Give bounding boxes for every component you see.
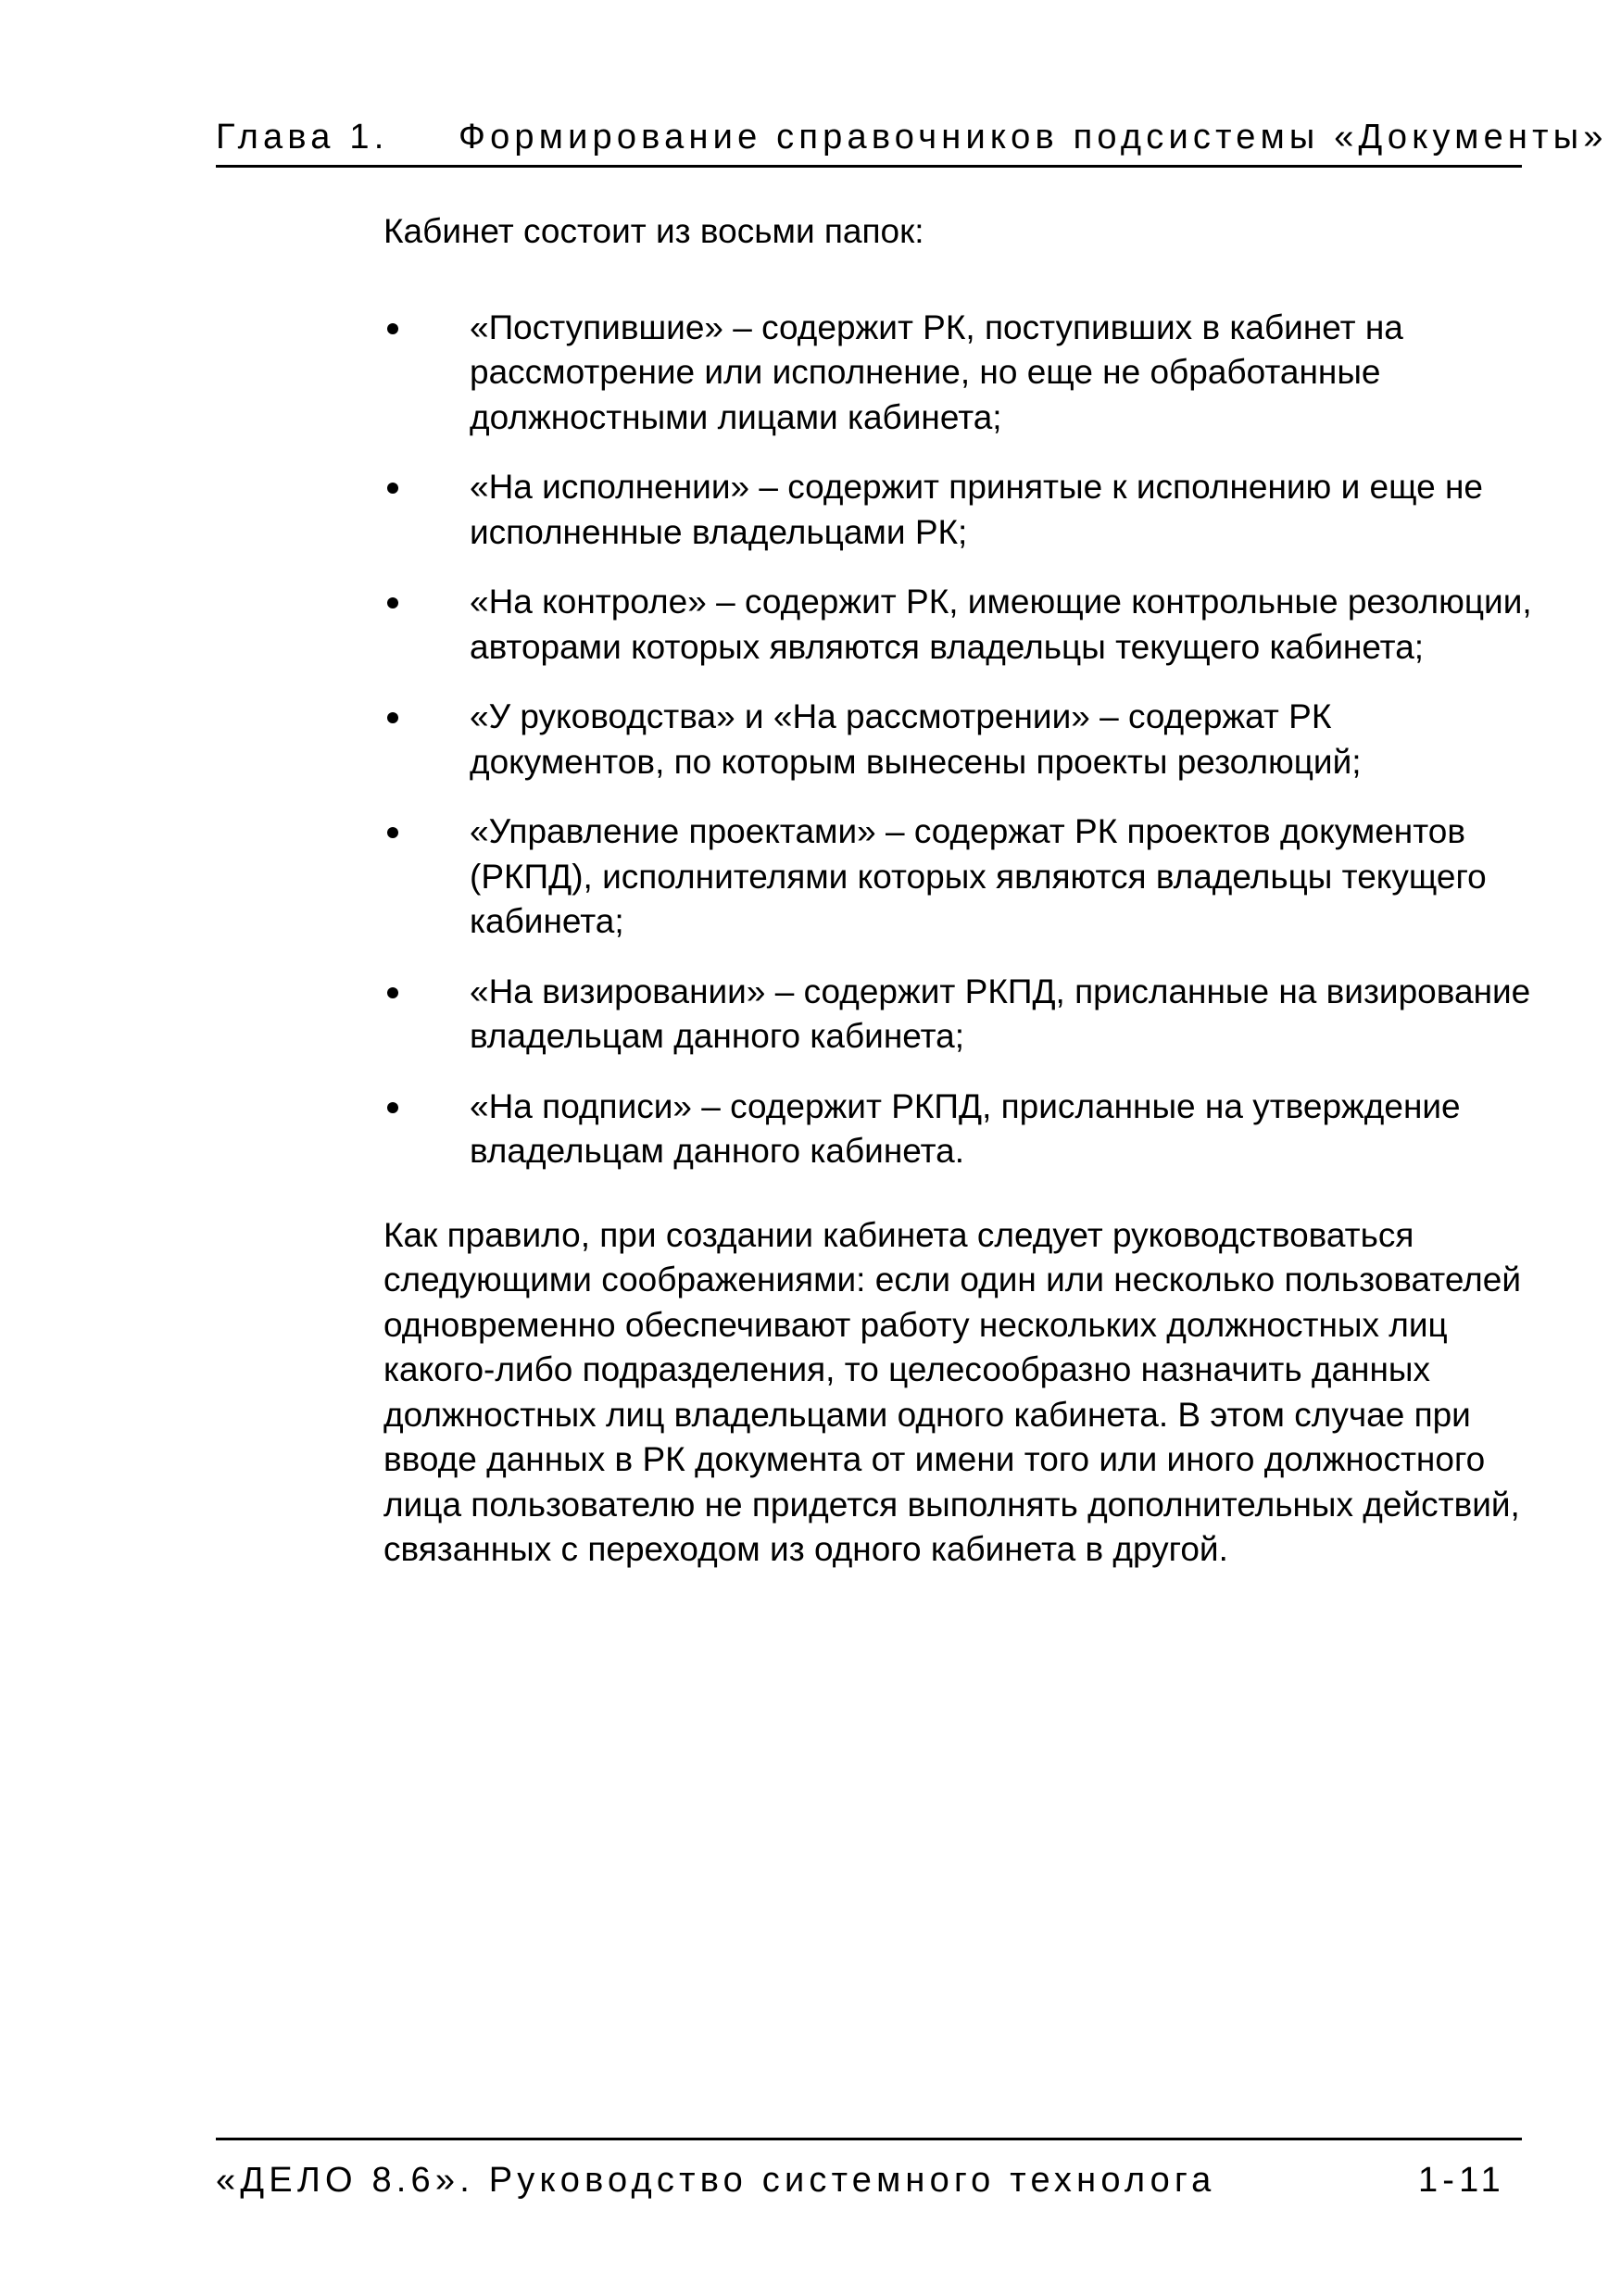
list-item [383,970,1532,1060]
chapter-title: Формирование справочников подсистемы «Документы» [459,118,1608,157]
list-item-text: «Управление проектами» – содержат РК проектов документов (РКПД), исполнителями которых являются владельцы текущего кабинета; [470,812,1487,940]
intro-paragraph: Кабинет состоит из восьми папок: [383,212,924,250]
bullet-icon [387,323,398,334]
list-item [383,809,1532,945]
list-item [383,306,1532,441]
document-title: «ДЕЛО 8.6». Руководство системного технолога [216,2161,1216,2200]
bullet-icon [387,827,398,838]
list-item-text: «На контроле» – содержит РК, имеющие контрольные резолюции, авторами которых являются владельцы текущего кабинета; [470,583,1532,666]
chapter-label: Глава 1. [216,118,389,157]
bullet-icon [387,597,398,609]
page-header [216,109,1608,168]
list-item [383,1085,1532,1174]
list-item-text: «Поступившие» – содержит РК, поступивших в кабинет на рассмотрение или исполнение, но еще не обработанные должностными лицами кабинета; [470,307,1403,436]
list-item [383,465,1532,555]
page-number: 1-11 [1417,2161,1505,2200]
list-item-text: «На визировании» – содержит РКПД, присланные на визирование владельцам данного кабинета; [470,972,1531,1055]
list-item-text: «На подписи» – содержит РКПД, присланные на утверждение владельцам данного кабинета. [470,1086,1461,1170]
page-footer [216,2138,1522,2214]
bullet-icon [387,712,398,723]
closing-paragraph: Как правило, при создании кабинета следует руководствоваться следующими соображениями: если один или несколько пользователей одновременно обеспечивают работу нескольких должностных лиц какого-либо подразделения, то целесообразно назначить данных должностных лиц владельцами одного кабинета. В этом случае при вводе данных в РК документа от имени того или иного должностного лица пользователю не придется выполнять дополнительных действий, связанных с переходом из одного кабинета в другой. [383,1215,1522,1568]
bullet-icon [387,987,398,998]
list-item [383,580,1532,670]
list-item-text: «На исполнении» – содержит принятые к исполнению и еще не исполненные владельцами РК; [470,468,1484,551]
bullet-icon [387,1102,398,1113]
list-item [383,695,1532,784]
page-body [383,209,1532,1573]
bullet-icon [387,483,398,494]
folder-list [383,306,1532,1174]
list-item-text: «У руководства» и «На рассмотрении» – содержат РК документов, по которым вынесены проекты резолюций; [470,697,1362,781]
